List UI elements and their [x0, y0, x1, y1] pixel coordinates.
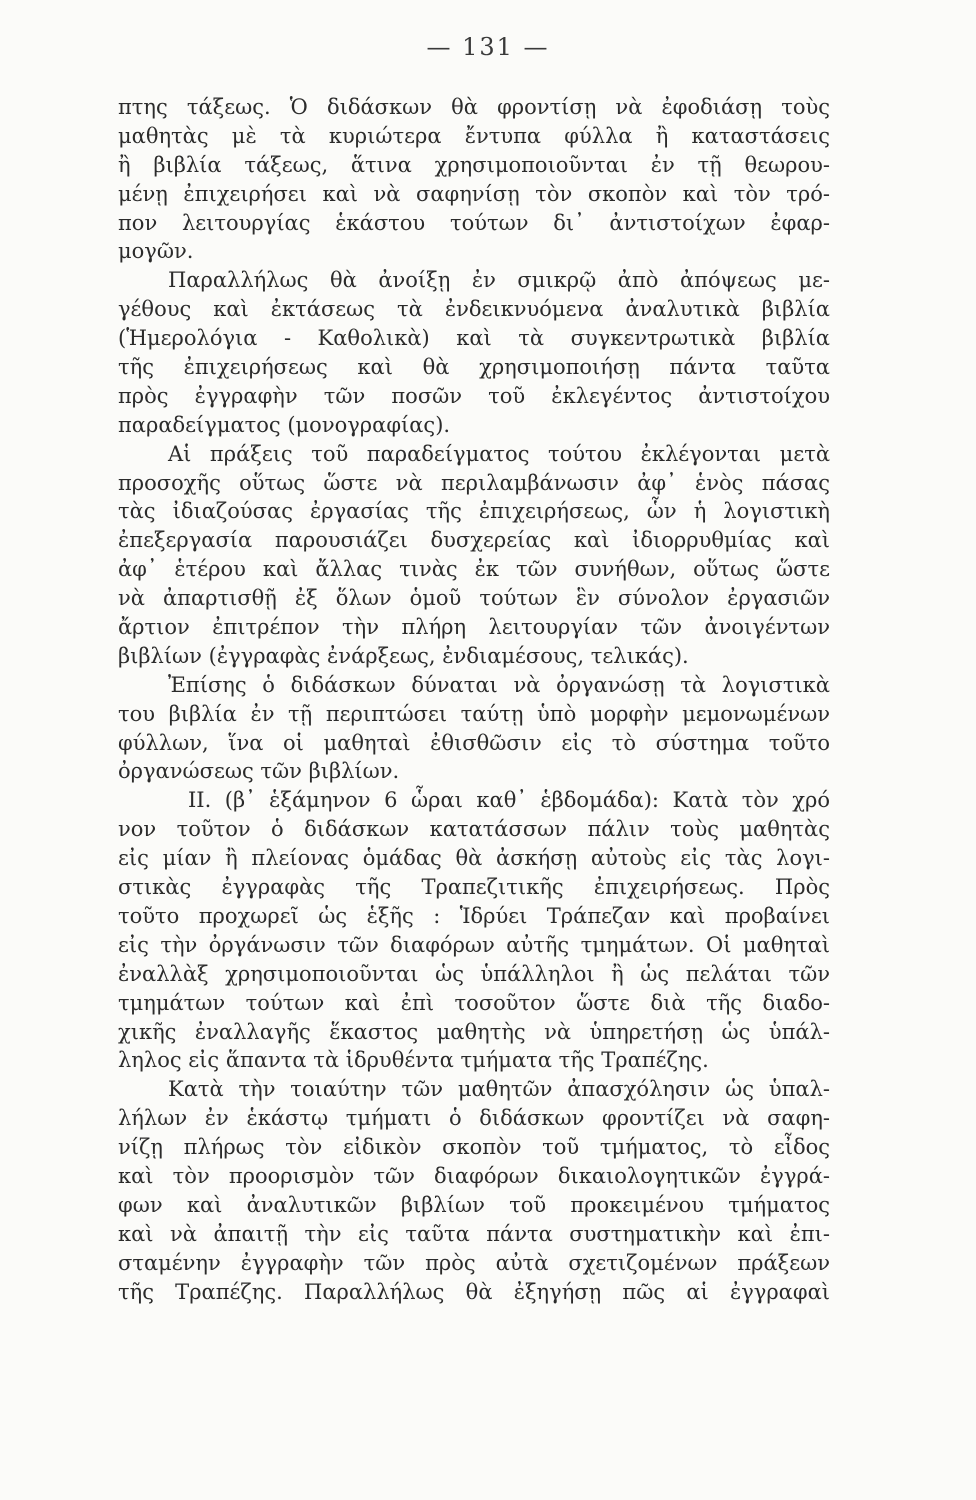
text-line: φων καὶ ἀναλυτικῶν βιβλίων τοῦ προκειμένου τμήματος	[118, 1192, 830, 1217]
text-line: τμημάτων τούτων καὶ ἐπὶ τοσοῦτον ὥστε διὰ τῆς διαδο-	[118, 990, 830, 1015]
text-line: ἐπεξεργασία παρουσιάζει δυσχερείας καὶ ἰδιορρυθμίας καὶ	[118, 528, 830, 553]
paragraph-start-line: Αἱ πράξεις τοῦ παραδείγματος τούτου ἐκλέγονται μετὰ	[168, 441, 830, 466]
text-line: μογῶν.	[118, 239, 194, 264]
text-line: τῆς Τραπέζης. Παραλλήλως θὰ ἐξηγήσῃ πῶς αἱ ἐγγραφαὶ	[118, 1279, 830, 1304]
text-line: ἄρτιον ἐπιτρέπον τὴν πλήρη λειτουργίαν τῶν ἀνοιγέντων	[118, 615, 830, 640]
text-line: σταμένην ἐγγραφὴν τῶν πρὸς αὐτὰ σχετιζομένων πράξεων	[118, 1250, 830, 1275]
text-line: χικῆς ἐναλλαγῆς ἕκαστος μαθητὴς νὰ ὑπηρετήσῃ ὡς ὑπάλ-	[118, 1019, 830, 1044]
text-line: του βιβλία ἐν τῇ περιπτώσει ταύτῃ ὑπὸ μορφὴν μεμονωμένων	[118, 701, 830, 726]
text-line: καὶ τὸν προορισμὸν τῶν διαφόρων δικαιολογητικῶν ἐγγρά-	[118, 1163, 830, 1188]
text-line: τοῦτο προχωρεῖ ὡς ἑξῆς : Ἱδρύει Τράπεζαν καὶ προβαίνει	[118, 903, 830, 928]
text-line: ληλος εἰς ἅπαντα τὰ ἱδρυθέντα τμήματα τῆς Τραπέζης.	[118, 1048, 709, 1073]
text-line: βιβλίων (ἐγγραφὰς ἐνάρξεως, ἐνδιαμέσους, τελικάς).	[118, 643, 689, 668]
text-line: στικὰς ἐγγραφὰς τῆς Τραπεζιτικῆς ἐπιχειρήσεως. Πρὸς	[118, 875, 830, 900]
text-line: εἰς τὴν ὀργάνωσιν τῶν διαφόρων αὐτῆς τμημάτων. Οἱ μαθηταὶ	[118, 932, 830, 957]
paragraph-start-line: Ἐπίσης ὁ διδάσκων δύναται νὰ ὀργανώσῃ τὰ λογιστικὰ	[168, 672, 830, 697]
text-line: νον τοῦτον ὁ διδάσκων κατατάσσων πάλιν τοὺς μαθητὰς	[118, 817, 830, 842]
paragraph-start-line: Παραλλήλως θὰ ἀνοίξῃ ἐν σμικρῷ ἀπὸ ἀπόψεως με-	[168, 268, 830, 293]
text-line: νὰ ἀπαρτισθῇ ἐξ ὅλων ὁμοῦ τούτων ἓν σύνολον ἐργασιῶν	[118, 586, 830, 611]
text-line: ἢ βιβλία τάξεως, ἅτινα χρησιμοποιοῦνται ἐν τῇ θεωρου-	[118, 152, 830, 177]
body-text	[118, 93, 830, 1306]
text-line: ἐναλλὰξ χρησιμοποιοῦνται ὡς ὑπάλληλοι ἢ ὡς πελάται τῶν	[118, 961, 830, 986]
text-line: μένῃ ἐπιχειρήσει καὶ νὰ σαφηνίσῃ τὸν σκοπὸν καὶ τὸν τρό-	[118, 181, 830, 206]
text-line: τὰς ἰδιαζούσας ἐργασίας τῆς ἐπιχειρήσεως, ὧν ἡ λογιστικὴ	[118, 499, 830, 524]
page-number: — 131 —	[426, 33, 550, 61]
text-line: λήλων ἐν ἑκάστῳ τμήματι ὁ διδάσκων φροντίζει νὰ σαφη-	[118, 1106, 830, 1131]
paragraph-start-line: Κατὰ τὴν τοιαύτην τῶν μαθητῶν ἀπασχόλησιν ὡς ὑπαλ-	[168, 1077, 830, 1102]
text-line: ἀφ᾽ ἑτέρου καὶ ἄλλας τινὰς ἐκ τῶν συνήθων, οὕτως ὥστε	[118, 557, 830, 582]
text-line: παραδείγματος (μονογραφίας).	[118, 412, 451, 437]
text-line: προσοχῆς οὕτως ὥστε νὰ περιλαμβάνωσιν ἀφ᾽ ἑνὸς πάσας	[118, 470, 830, 495]
paragraph-start-line: II. (β᾽ ἑξάμηνον 6 ὧραι καθ᾽ ἑβδομάδα): Κατὰ τὸν χρό	[188, 788, 830, 813]
text-line: (Ἡμερολόγια - Καθολικὰ) καὶ τὰ συγκεντρωτικὰ βιβλία	[118, 326, 830, 351]
text-line: τῆς ἐπιχειρήσεως καὶ θὰ χρησιμοποιήσῃ πάντα ταῦτα	[118, 355, 830, 380]
text-line: πτης τάξεως. Ὁ διδάσκων θὰ φροντίσῃ νὰ ἐφοδιάσῃ τοὺς	[118, 95, 830, 119]
text-line: γέθους καὶ ἐκτάσεως τὰ ἐνδεικνυόμενα ἀναλυτικὰ βιβλία	[118, 297, 830, 322]
text-line: πον λειτουργίας ἑκάστου τούτων δι᾽ ἀντιστοίχων ἐφαρ-	[118, 210, 830, 235]
text-line: νίζῃ πλήρως τὸν εἰδικὸν σκοπὸν τοῦ τμήματος, τὸ εἶδος	[118, 1135, 830, 1160]
text-line: πρὸς ἐγγραφὴν τῶν ποσῶν τοῦ ἐκλεγέντος ἀντιστοίχου	[118, 383, 830, 408]
text-line: φύλλων, ἵνα οἱ μαθηταὶ ἐθισθῶσιν εἰς τὸ σύστημα τοῦτο	[118, 730, 830, 755]
text-line: ὀργανώσεως τῶν βιβλίων.	[118, 759, 400, 784]
text-line: μαθητὰς μὲ τὰ κυριώτερα ἔντυπα φύλλα ἢ καταστάσεις	[118, 123, 830, 148]
text-line: καὶ νὰ ἀπαιτῇ τὴν εἰς ταῦτα πάντα συστηματικὴν καὶ ἐπι-	[118, 1221, 830, 1246]
text-line: εἰς μίαν ἢ πλείονας ὁμάδας θὰ ἀσκήσῃ αὐτοὺς εἰς τὰς λογι-	[118, 846, 830, 871]
